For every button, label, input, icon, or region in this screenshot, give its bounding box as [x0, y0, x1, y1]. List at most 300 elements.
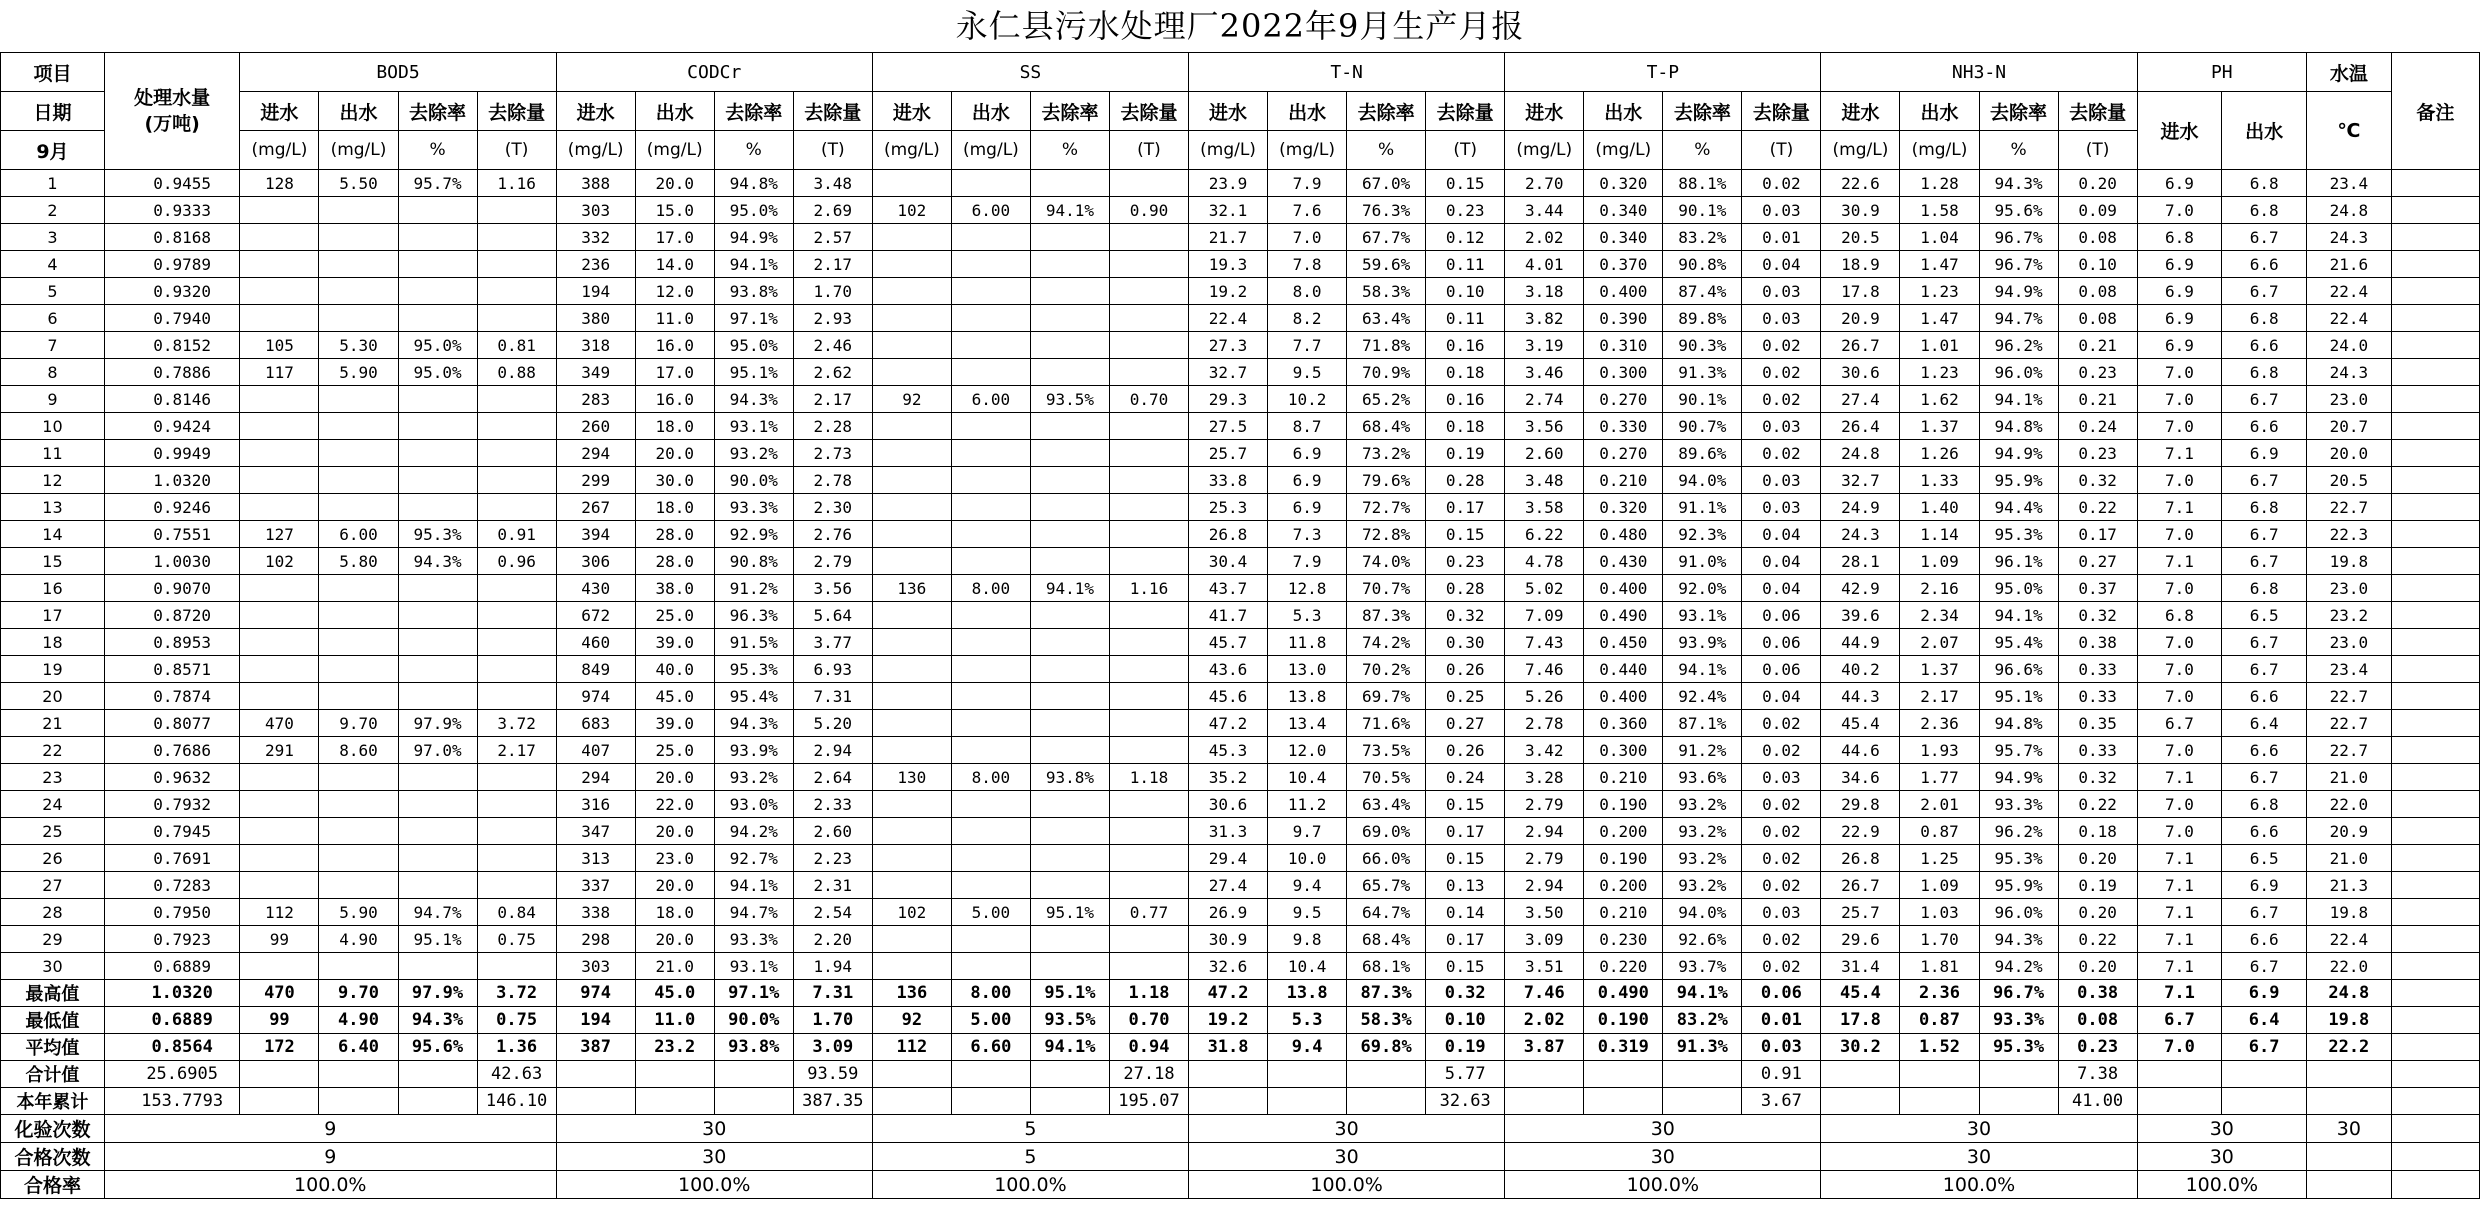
table-cell: 1.09 [1900, 872, 1979, 899]
table-cell: 63.4% [1347, 791, 1426, 818]
table-cell [319, 872, 398, 899]
table-cell: 2.94 [793, 737, 872, 764]
table-cell: 95.1% [1030, 899, 1109, 926]
table-cell: 6.8 [2222, 575, 2307, 602]
table-cell: 0.7874 [104, 683, 240, 710]
table-cell [2391, 197, 2479, 224]
table-cell: 43.7 [1189, 575, 1268, 602]
table-cell: 7.8 [1268, 251, 1347, 278]
table-cell: 11.0 [635, 1007, 714, 1034]
table-cell: 42.63 [477, 1061, 556, 1088]
table-cell: 9.7 [1268, 818, 1347, 845]
row-label: 21 [1, 710, 105, 737]
table-cell [398, 845, 477, 872]
table-cell: 1.37 [1900, 413, 1979, 440]
table-cell: 6.7 [2222, 656, 2307, 683]
table-cell: 1.0320 [104, 467, 240, 494]
table-cell: 3.28 [1505, 764, 1584, 791]
header-tp-in-unit: (mg/L) [1505, 131, 1584, 170]
table-cell: 93.8% [1030, 764, 1109, 791]
table-cell: 22.7 [2306, 710, 2391, 737]
table-cell [2391, 359, 2479, 386]
table-cell: 0.7932 [104, 791, 240, 818]
table-cell: 0.23 [1426, 548, 1505, 575]
table-cell: 3.51 [1505, 953, 1584, 980]
header-ss-removal-amount-unit: (T) [1109, 131, 1188, 170]
table-cell: 21.0 [2306, 845, 2391, 872]
table-cell: 0.9333 [104, 197, 240, 224]
table-cell [2391, 656, 2479, 683]
count-row [1, 1115, 2480, 1143]
table-cell: 95.4% [714, 683, 793, 710]
table-cell: 7.6 [1268, 197, 1347, 224]
table-cell [2391, 629, 2479, 656]
table-cell: 0.320 [1584, 170, 1663, 197]
table-cell: 95.0% [1979, 575, 2058, 602]
table-cell [951, 521, 1030, 548]
header-codcr-removal-rate-unit: % [714, 131, 793, 170]
table-cell: 1.58 [1900, 197, 1979, 224]
table-cell: 8.0 [1268, 278, 1347, 305]
table-cell [240, 764, 319, 791]
header-bod5-removal-rate: 去除率 [398, 92, 477, 131]
row-label: 26 [1, 845, 105, 872]
header-date: 日期 [1, 92, 105, 131]
table-cell [1109, 170, 1188, 197]
table-cell: 0.8146 [104, 386, 240, 413]
table-cell [398, 440, 477, 467]
table-cell: 0.7950 [104, 899, 240, 926]
table-cell: 470 [240, 710, 319, 737]
table-cell: 0.15 [1426, 953, 1505, 980]
table-row [1, 305, 2480, 332]
table-cell [319, 467, 398, 494]
table-cell [951, 737, 1030, 764]
table-cell [2391, 332, 2479, 359]
count-cell: 100.0% [104, 1171, 556, 1199]
table-cell [872, 521, 951, 548]
table-cell: 1.93 [1900, 737, 1979, 764]
table-cell: 32.6 [1189, 953, 1268, 980]
table-cell [240, 818, 319, 845]
table-cell: 6.9 [2137, 332, 2222, 359]
table-cell [951, 602, 1030, 629]
table-cell [1030, 629, 1109, 656]
table-cell: 95.9% [1979, 467, 2058, 494]
table-cell [319, 1088, 398, 1115]
table-cell: 39.0 [635, 710, 714, 737]
table-cell: 18.9 [1821, 251, 1900, 278]
table-cell: 6.7 [2222, 899, 2307, 926]
row-label: 13 [1, 494, 105, 521]
stat-row [1, 980, 2480, 1007]
table-cell: 0.17 [1426, 818, 1505, 845]
table-cell [951, 413, 1030, 440]
table-cell [1109, 332, 1188, 359]
table-cell: 94.1% [1663, 656, 1742, 683]
table-cell: 45.0 [635, 980, 714, 1007]
table-cell: 7.9 [1268, 170, 1347, 197]
table-cell: 0.19 [1426, 1034, 1505, 1061]
table-cell: 0.11 [1426, 305, 1505, 332]
table-row [1, 575, 2480, 602]
table-cell: 6.6 [2222, 818, 2307, 845]
table-cell [1109, 737, 1188, 764]
table-cell: 0.08 [2058, 305, 2137, 332]
table-cell: 28.0 [635, 521, 714, 548]
remark-cell [2391, 1171, 2479, 1199]
table-cell: 21.3 [2306, 872, 2391, 899]
table-cell: 0.270 [1584, 386, 1663, 413]
table-cell: 6.93 [793, 656, 872, 683]
table-cell: 0.94 [1109, 1034, 1188, 1061]
table-cell: 0.32 [1426, 602, 1505, 629]
table-cell: 73.5% [1347, 737, 1426, 764]
header-ss-out-unit: (mg/L) [951, 131, 1030, 170]
table-cell: 93.1% [714, 413, 793, 440]
table-cell: 47.2 [1189, 710, 1268, 737]
table-cell [319, 629, 398, 656]
table-cell [951, 791, 1030, 818]
table-cell: 93.2% [1663, 872, 1742, 899]
table-cell [319, 953, 398, 980]
table-cell [1030, 710, 1109, 737]
table-cell: 76.3% [1347, 197, 1426, 224]
table-cell [2391, 845, 2479, 872]
row-label: 24 [1, 791, 105, 818]
table-cell [1030, 656, 1109, 683]
header-bod5-out: 出水 [319, 92, 398, 131]
table-cell: 2.79 [1505, 791, 1584, 818]
table-cell: 0.33 [2058, 656, 2137, 683]
table-cell [2391, 305, 2479, 332]
table-cell [1109, 602, 1188, 629]
table-cell: 2.16 [1900, 575, 1979, 602]
table-cell: 9.5 [1268, 359, 1347, 386]
table-cell: 7.1 [2137, 899, 2222, 926]
table-cell [714, 1088, 793, 1115]
row-label: 19 [1, 656, 105, 683]
table-cell [1030, 548, 1109, 575]
table-cell: 1.09 [1900, 548, 1979, 575]
row-label: 30 [1, 953, 105, 980]
table-cell [240, 656, 319, 683]
table-cell: 87.4% [1663, 278, 1742, 305]
table-cell: 6.7 [2222, 521, 2307, 548]
remark-cell [2391, 1143, 2479, 1171]
table-cell: 1.81 [1900, 953, 1979, 980]
table-cell: 23.2 [2306, 602, 2391, 629]
table-cell: 7.1 [2137, 494, 2222, 521]
table-cell: 6.7 [2137, 710, 2222, 737]
table-cell: 6.8 [2222, 197, 2307, 224]
header-bod5-out-unit: (mg/L) [319, 131, 398, 170]
table-cell: 94.4% [1979, 494, 2058, 521]
table-cell: 93.3% [1979, 1007, 2058, 1034]
table-cell: 95.0% [398, 332, 477, 359]
table-cell [319, 602, 398, 629]
table-cell [1663, 1088, 1742, 1115]
table-cell: 72.7% [1347, 494, 1426, 521]
table-cell: 6.9 [1268, 440, 1347, 467]
table-cell: 7.1 [2137, 872, 2222, 899]
table-cell: 93.2% [714, 440, 793, 467]
table-cell: 0.8168 [104, 224, 240, 251]
table-cell [1030, 251, 1109, 278]
table-cell: 47.2 [1189, 980, 1268, 1007]
table-cell: 24.3 [2306, 224, 2391, 251]
table-cell: 6.40 [319, 1034, 398, 1061]
table-cell: 92.6% [1663, 926, 1742, 953]
table-cell: 6.8 [2222, 494, 2307, 521]
table-cell: 0.8564 [104, 1034, 240, 1061]
table-cell: 23.2 [635, 1034, 714, 1061]
table-cell: 92.3% [1663, 521, 1742, 548]
table-cell: 95.6% [398, 1034, 477, 1061]
table-cell: 1.28 [1900, 170, 1979, 197]
table-cell [2391, 926, 2479, 953]
table-cell: 0.16 [1426, 332, 1505, 359]
table-cell: 41.00 [2058, 1088, 2137, 1115]
table-cell: 93.2% [1663, 845, 1742, 872]
count-cell: 30 [1189, 1143, 1505, 1171]
table-cell: 0.03 [1742, 278, 1821, 305]
table-cell: 407 [556, 737, 635, 764]
table-cell: 26.8 [1821, 845, 1900, 872]
table-cell [556, 1061, 635, 1088]
table-cell: 30.0 [635, 467, 714, 494]
table-cell: 19.8 [2306, 899, 2391, 926]
table-cell [872, 872, 951, 899]
table-cell: 283 [556, 386, 635, 413]
table-cell: 0.21 [2058, 386, 2137, 413]
table-cell: 34.6 [1821, 764, 1900, 791]
table-cell: 22.6 [1821, 170, 1900, 197]
table-cell: 1.01 [1900, 332, 1979, 359]
table-cell: 91.5% [714, 629, 793, 656]
table-cell [635, 1088, 714, 1115]
table-cell: 92.0% [1663, 575, 1742, 602]
table-cell [398, 305, 477, 332]
table-cell: 90.8% [714, 548, 793, 575]
table-cell: 6.00 [951, 386, 1030, 413]
table-cell: 21.0 [2306, 764, 2391, 791]
table-cell [1030, 818, 1109, 845]
table-cell: 93.1% [714, 953, 793, 980]
table-cell: 0.14 [1426, 899, 1505, 926]
table-cell: 2.17 [793, 251, 872, 278]
table-cell: 0.23 [2058, 359, 2137, 386]
table-cell: 19.8 [2306, 1007, 2391, 1034]
table-cell: 94.3% [1979, 926, 2058, 953]
table-cell: 27.3 [1189, 332, 1268, 359]
table-cell [1109, 440, 1188, 467]
table-row [1, 953, 2480, 980]
table-cell: 30.4 [1189, 548, 1268, 575]
table-cell: 9.8 [1268, 926, 1347, 953]
table-cell: 6.7 [2222, 1034, 2307, 1061]
table-cell: 0.70 [1109, 386, 1188, 413]
table-cell: 0.9246 [104, 494, 240, 521]
header-codcr-removal-amount: 去除量 [793, 92, 872, 131]
header-nh3n-in-unit: (mg/L) [1821, 131, 1900, 170]
table-cell: 1.70 [793, 278, 872, 305]
table-cell: 1.47 [1900, 305, 1979, 332]
table-cell: 65.2% [1347, 386, 1426, 413]
table-cell: 6.4 [2222, 1007, 2307, 1034]
table-cell [872, 251, 951, 278]
table-cell: 0.35 [2058, 710, 2137, 737]
table-cell: 17.8 [1821, 278, 1900, 305]
table-cell [1030, 602, 1109, 629]
table-cell: 96.1% [1979, 548, 2058, 575]
table-cell [319, 224, 398, 251]
table-cell: 0.06 [1742, 656, 1821, 683]
header-tn-removal-rate-unit: % [1347, 131, 1426, 170]
table-cell [1030, 170, 1109, 197]
table-cell: 22.0 [635, 791, 714, 818]
table-cell [240, 386, 319, 413]
table-cell [477, 764, 556, 791]
table-cell [951, 251, 1030, 278]
table-cell: 0.32 [2058, 764, 2137, 791]
table-cell: 0.28 [1426, 467, 1505, 494]
table-cell: 7.38 [2058, 1061, 2137, 1088]
table-cell: 91.2% [1663, 737, 1742, 764]
table-cell: 70.9% [1347, 359, 1426, 386]
table-cell [1109, 359, 1188, 386]
table-cell: 470 [240, 980, 319, 1007]
table-cell [951, 1088, 1030, 1115]
table-cell: 294 [556, 764, 635, 791]
table-cell: 16.0 [635, 332, 714, 359]
table-cell: 19.2 [1189, 278, 1268, 305]
row-label: 18 [1, 629, 105, 656]
header-tn-removal-amount: 去除量 [1426, 92, 1505, 131]
table-cell: 17.8 [1821, 1007, 1900, 1034]
table-cell: 7.1 [2137, 980, 2222, 1007]
table-row [1, 413, 2480, 440]
table-cell: 7.0 [2137, 656, 2222, 683]
table-cell [240, 440, 319, 467]
table-cell: 8.7 [1268, 413, 1347, 440]
table-cell: 0.21 [2058, 332, 2137, 359]
table-cell: 0.77 [1109, 899, 1188, 926]
header-tp-out-unit: (mg/L) [1584, 131, 1663, 170]
table-cell [2391, 521, 2479, 548]
table-cell [240, 953, 319, 980]
table-cell [1109, 278, 1188, 305]
table-cell: 95.1% [1979, 683, 2058, 710]
table-cell: 32.7 [1821, 467, 1900, 494]
table-cell: 0.02 [1742, 791, 1821, 818]
table-cell [1109, 953, 1188, 980]
header-tn-removal-amount-unit: (T) [1426, 131, 1505, 170]
table-cell [951, 440, 1030, 467]
table-cell: 20.5 [2306, 467, 2391, 494]
table-cell: 2.31 [793, 872, 872, 899]
table-cell: 97.1% [714, 305, 793, 332]
table-cell: 70.2% [1347, 656, 1426, 683]
table-cell: 2.30 [793, 494, 872, 521]
table-cell [872, 818, 951, 845]
header-codcr-removal-amount-unit: (T) [793, 131, 872, 170]
table-cell [2222, 1088, 2307, 1115]
table-row [1, 818, 2480, 845]
table-cell: 44.3 [1821, 683, 1900, 710]
table-cell [872, 359, 951, 386]
header-tn-out: 出水 [1268, 92, 1347, 131]
table-cell [2391, 791, 2479, 818]
table-cell [319, 494, 398, 521]
table-cell [1821, 1061, 1900, 1088]
table-cell: 0.04 [1742, 683, 1821, 710]
table-cell: 0.490 [1584, 602, 1663, 629]
table-cell: 102 [872, 197, 951, 224]
table-cell: 0.32 [2058, 467, 2137, 494]
table-cell: 95.0% [714, 197, 793, 224]
table-cell: 1.62 [1900, 386, 1979, 413]
table-cell: 3.44 [1505, 197, 1584, 224]
table-cell: 23.4 [2306, 656, 2391, 683]
table-cell: 3.42 [1505, 737, 1584, 764]
table-cell [1030, 359, 1109, 386]
table-cell [240, 683, 319, 710]
table-cell: 6.7 [2137, 1007, 2222, 1034]
table-cell [1347, 1061, 1426, 1088]
table-cell: 6.5 [2222, 845, 2307, 872]
table-cell: 0.10 [1426, 1007, 1505, 1034]
table-row [1, 494, 2480, 521]
table-cell: 2.62 [793, 359, 872, 386]
header-codcr-removal-rate: 去除率 [714, 92, 793, 131]
table-cell [1030, 683, 1109, 710]
row-label: 23 [1, 764, 105, 791]
table-body [1, 170, 2480, 1199]
row-label: 12 [1, 467, 105, 494]
header-ss-removal-rate: 去除率 [1030, 92, 1109, 131]
table-cell: 92.4% [1663, 683, 1742, 710]
row-label: 2 [1, 197, 105, 224]
table-cell: 0.23 [2058, 1034, 2137, 1061]
table-cell: 380 [556, 305, 635, 332]
table-cell [872, 1088, 951, 1115]
table-cell: 0.8953 [104, 629, 240, 656]
table-cell [872, 629, 951, 656]
table-cell: 0.340 [1584, 224, 1663, 251]
table-cell: 12.0 [635, 278, 714, 305]
row-label: 最高值 [1, 980, 105, 1007]
table-cell: 347 [556, 818, 635, 845]
table-cell: 20.5 [1821, 224, 1900, 251]
table-cell: 93.5% [1030, 386, 1109, 413]
table-cell: 0.02 [1742, 386, 1821, 413]
table-cell: 90.8% [1663, 251, 1742, 278]
table-cell [1505, 1061, 1584, 1088]
table-cell: 0.08 [2058, 278, 2137, 305]
table-cell: 94.3% [1979, 170, 2058, 197]
table-cell: 12.0 [1268, 737, 1347, 764]
table-cell [714, 1061, 793, 1088]
table-cell: 95.1% [398, 926, 477, 953]
table-cell: 1.26 [1900, 440, 1979, 467]
table-cell: 0.24 [1426, 764, 1505, 791]
table-cell [1900, 1088, 1979, 1115]
row-label: 7 [1, 332, 105, 359]
table-cell [1109, 710, 1188, 737]
table-cell: 68.4% [1347, 926, 1426, 953]
table-cell: 11.0 [635, 305, 714, 332]
